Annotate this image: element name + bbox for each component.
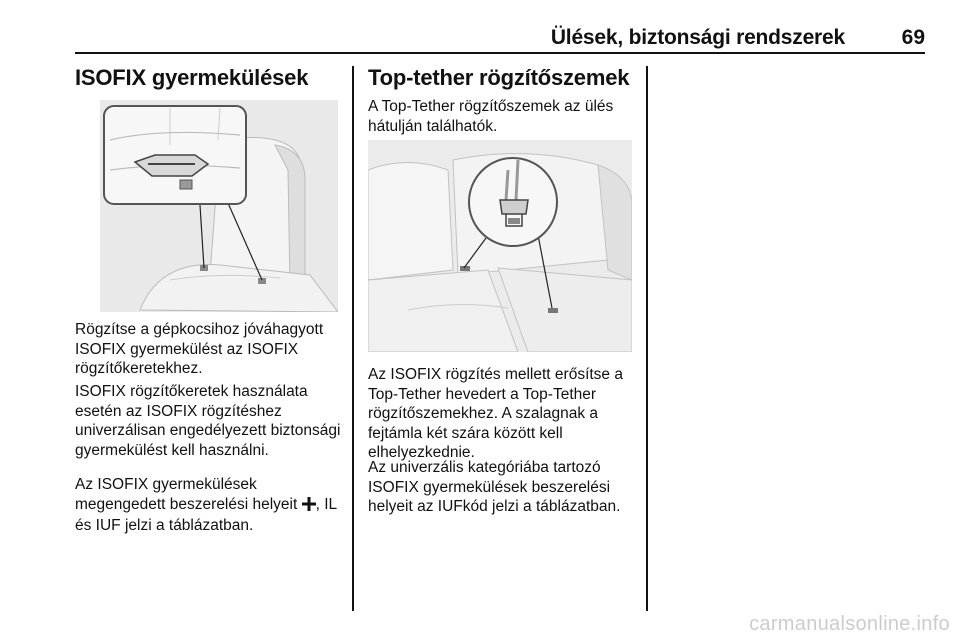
page-header [75, 26, 925, 50]
paragraph: A Top-Tether rögzítőszemek az ülés hátulján találhatók. [368, 98, 614, 135]
paragraph-text: Az ISOFIX gyermekülések megengedett beszerelési helyeit [75, 476, 302, 513]
paragraph: Az ISOFIX rögzítés mellett erősítse a Top-Tether hevedert a Top-Tether rögzítőszemekhez. A szalagnak a fejtámla két szára között kell elhelyezkednie. [368, 366, 623, 461]
isofix-seat-illustration [100, 100, 338, 312]
isofix-heading: ISOFIX gyermekülések [75, 65, 309, 90]
top-tether-illustration [368, 140, 632, 352]
paragraph: Rögzítse a gépkocsihoz jóváhagyott ISOFIX gyermekülést az ISOFIX rögzítőkeretekhez. [75, 321, 324, 377]
header-rule [75, 52, 925, 54]
column-divider [352, 66, 354, 611]
paragraph [75, 475, 345, 536]
plus-icon [302, 497, 316, 517]
watermark: carmanualsonline.info [749, 613, 950, 635]
page-number: 69 [901, 26, 925, 49]
column-divider [646, 66, 648, 611]
top-tether-heading: Top-tether rögzítőszemek [368, 65, 630, 90]
paragraph: ISOFIX rögzítőkeretek használata esetén az ISOFIX rögzítéshez univerzálisan engedélyezett biztonsági gyermekülést kell használni. [75, 383, 341, 459]
paragraph: Az univerzális kategóriába tartozó ISOFIX gyermekülések beszerelési helyeit az IUFkód jelzi a táblázatban. [368, 459, 621, 515]
section-title: Ülések, biztonsági rendszerek [550, 26, 845, 49]
paragraph-text: , IL és IUF jelzi a táblázatban. [75, 495, 337, 534]
